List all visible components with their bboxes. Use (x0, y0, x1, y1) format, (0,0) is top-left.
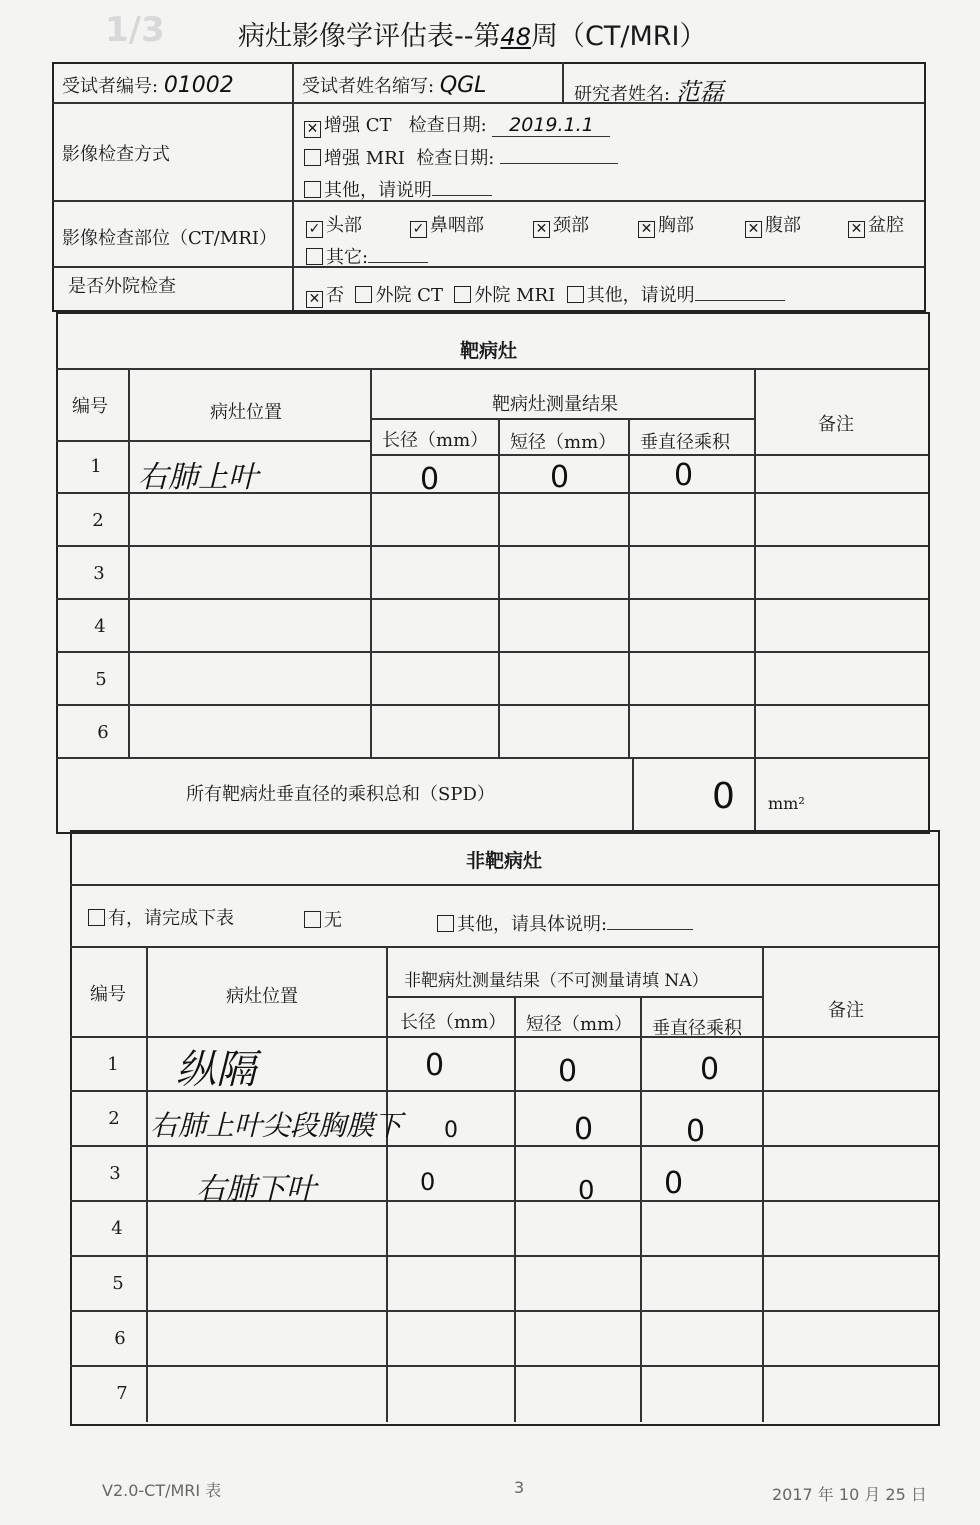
nontarget-row-no: 7 (116, 1383, 128, 1404)
spd-unit: mm² (768, 794, 805, 813)
nontarget-row-long[interactable]: 0 (425, 1048, 445, 1083)
checkbox-icon[interactable] (454, 286, 471, 303)
nontarget-row-no: 6 (114, 1328, 126, 1349)
nontarget-row-product[interactable]: 0 (700, 1052, 720, 1087)
nontarget-row-no: 5 (112, 1273, 124, 1294)
exam-option-mri[interactable]: 增强 MRI 检查日期: (304, 144, 618, 170)
target-col-long: 长径（mm） (382, 430, 489, 451)
investigator-field (574, 72, 724, 107)
nontarget-row-location[interactable]: 右肺上叶尖段胸膜下 (150, 1109, 403, 1142)
target-row-long[interactable]: 0 (420, 462, 440, 497)
site-abdomen[interactable]: ✕ 腹部 (745, 211, 801, 238)
nontarget-option-yes[interactable]: 有，请完成下表 (88, 904, 234, 930)
investigator-label: 研究者姓名: (574, 84, 671, 105)
checkbox-checked-icon[interactable]: ✕ (304, 121, 321, 138)
nontarget-row-long[interactable]: 0 (444, 1118, 458, 1143)
checkbox-icon[interactable] (304, 149, 321, 166)
checkbox-checked-icon[interactable]: ✕ (306, 291, 323, 308)
nontarget-row-no: 3 (109, 1163, 121, 1184)
nontarget-col-location: 病灶位置 (226, 986, 298, 1007)
footer-page-number: 3 (514, 1478, 525, 1497)
nontarget-row-location[interactable]: 右肺下叶 (196, 1172, 316, 1207)
subject-id-label: 受试者编号: (62, 76, 159, 97)
page-indicator: 1/3 (105, 10, 165, 50)
checkbox-checked-icon[interactable]: ✕ (745, 221, 762, 238)
checkbox-checked-icon[interactable]: ✕ (848, 221, 865, 238)
investigator-value[interactable]: 范磊 (675, 78, 724, 106)
target-row-product[interactable]: 0 (674, 458, 694, 493)
nontarget-col-group: 非靶病灶测量结果（不可测量请填 NA） (404, 971, 709, 991)
checkbox-checked-icon[interactable]: ✓ (410, 221, 427, 238)
target-row-no: 5 (95, 669, 107, 690)
week-number[interactable]: 48 (500, 23, 532, 51)
target-col-no: 编号 (72, 396, 108, 417)
external-options (306, 281, 785, 308)
ct-date-value[interactable]: 2019.1.1 (492, 114, 610, 137)
target-row-no: 2 (92, 510, 104, 531)
checkbox-checked-icon[interactable]: ✕ (533, 221, 550, 238)
subject-id-value[interactable]: 01002 (163, 73, 234, 98)
nontarget-row-short[interactable]: 0 (558, 1054, 578, 1089)
checkbox-icon[interactable] (437, 915, 454, 932)
checkbox-checked-icon[interactable]: ✓ (306, 221, 323, 238)
checkbox-icon[interactable] (88, 909, 105, 926)
checkbox-checked-icon[interactable]: ✕ (638, 221, 655, 238)
external-option-ct[interactable]: 外院 CT (355, 285, 443, 306)
target-col-group: 靶病灶测量结果 (492, 394, 618, 415)
title-suffix: 周（CT/MRI） (531, 21, 707, 52)
target-row-no: 4 (94, 616, 106, 637)
target-col-location: 病灶位置 (210, 402, 282, 423)
target-row-no: 3 (93, 563, 105, 584)
checkbox-icon[interactable] (304, 181, 321, 198)
nontarget-row-product[interactable]: 0 (686, 1114, 706, 1149)
spd-value[interactable]: 0 (712, 776, 735, 817)
site-head[interactable]: ✓ 头部 (306, 211, 362, 238)
external-option-no[interactable]: ✕ 否 (306, 285, 344, 306)
nontarget-col-remark: 备注 (828, 1000, 864, 1021)
external-option-mri[interactable]: 外院 MRI (454, 285, 555, 306)
checkbox-icon[interactable] (355, 286, 372, 303)
subject-initials-value[interactable]: QGL (439, 73, 487, 98)
exam-option-ct[interactable]: ✕ 增强 CT 检查日期: 2019.1.1 (304, 111, 610, 138)
external-option-other[interactable]: 其他，请说明 (567, 285, 695, 306)
target-col-short: 短径（mm） (510, 432, 617, 453)
exam-site-label: 影像检查部位（CT/MRI） (62, 228, 277, 249)
nontarget-col-no: 编号 (90, 984, 126, 1005)
target-col-product: 垂直径乘积 (640, 432, 730, 453)
site-nasopharynx[interactable]: ✓ 鼻咽部 (410, 211, 484, 238)
target-section-title: 靶病灶 (460, 340, 518, 362)
checkbox-icon[interactable] (306, 248, 323, 265)
nontarget-col-short: 短径（mm） (526, 1014, 633, 1035)
nontarget-row-long[interactable]: 0 (420, 1168, 436, 1196)
nontarget-option-other[interactable]: 其他，请具体说明: (437, 910, 693, 936)
checkbox-icon[interactable] (567, 286, 584, 303)
exam-option-other[interactable]: 其他，请说明 (304, 176, 492, 202)
nontarget-row-no: 4 (111, 1218, 123, 1239)
nontarget-row-short[interactable]: 0 (574, 1112, 594, 1147)
target-row-location[interactable]: 右肺上叶 (138, 460, 258, 495)
spd-label: 所有靶病灶垂直径的乘积总和（SPD） (186, 784, 495, 805)
nontarget-option-no[interactable]: 无 (304, 906, 342, 932)
subject-initials-label: 受试者姓名缩写: (302, 76, 435, 97)
footer-date: 2017 年 10 月 25 日 (772, 1485, 927, 1504)
target-row-short[interactable]: 0 (550, 460, 570, 495)
target-col-remark: 备注 (818, 414, 854, 435)
checkbox-icon[interactable] (304, 911, 321, 928)
external-exam-label: 是否外院检查 (68, 276, 176, 297)
title-prefix: 病灶影像学评估表--第 (238, 21, 501, 52)
site-pelvis[interactable]: ✕ 盆腔 (848, 211, 904, 238)
site-chest[interactable]: ✕ 胸部 (638, 211, 694, 238)
target-row-no: 6 (97, 722, 109, 743)
nontarget-row-no: 2 (108, 1108, 120, 1129)
site-neck[interactable]: ✕ 颈部 (533, 211, 589, 238)
nontarget-col-product: 垂直径乘积 (652, 1018, 742, 1039)
page-title (238, 14, 707, 53)
footer-version: V2.0-CT/MRI 表 (102, 1481, 222, 1500)
subject-initials-field (302, 72, 486, 98)
nontarget-section-title: 非靶病灶 (466, 850, 543, 872)
target-row-no: 1 (90, 456, 102, 477)
nontarget-row-product[interactable]: 0 (664, 1166, 684, 1201)
mri-date-value[interactable] (500, 163, 618, 164)
nontarget-row-short[interactable]: 0 (578, 1176, 595, 1206)
nontarget-row-no: 1 (107, 1054, 119, 1075)
subject-id-field (62, 72, 234, 98)
exam-method-label: 影像检查方式 (62, 144, 170, 165)
nontarget-row-location[interactable]: 纵隔 (176, 1047, 256, 1093)
site-other[interactable]: 其它: (306, 243, 428, 269)
nontarget-col-long: 长径（mm） (400, 1012, 507, 1033)
